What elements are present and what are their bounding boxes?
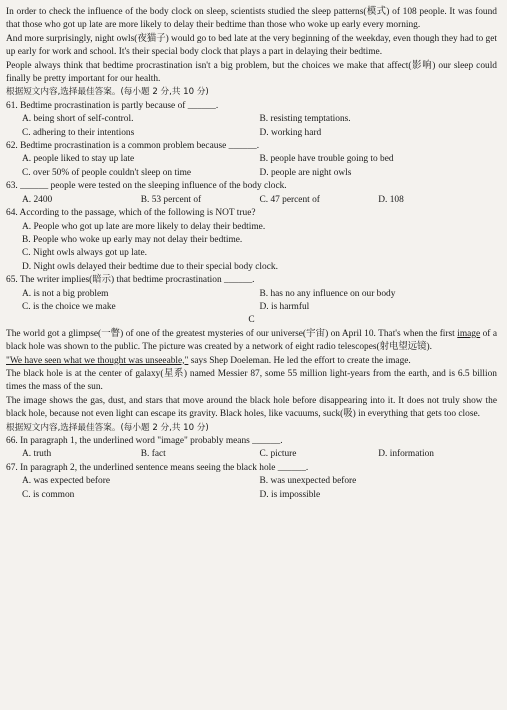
answer-option: B. people have trouble going to bed	[259, 154, 394, 165]
section-instruction-c: 根据短文内容,选择最佳答案。(每小题 2 分,共 10 分)	[6, 422, 209, 433]
question-stem: 63. ______ people were tested on the sleeping influence of the body clock.	[6, 181, 287, 192]
question-stem: 65. The writer implies(暗示) that bedtime procrastination ______.	[6, 275, 255, 286]
passage-c-paragraph-2: "We have seen what we thought was unseeable," says Shep Doeleman. He led the effort to create the image.	[6, 355, 411, 366]
answer-options	[6, 475, 497, 502]
section-instruction: 根据短文内容,选择最佳答案。(每小题 2 分,共 10 分)	[6, 87, 209, 98]
passage-b-paragraph-1: In order to check the influence of the body clock on sleep, scientists studied the sleep patterns(模式) of 108 people. It was found that those who got up late are more likely to delay their bedtime than those who woke up early every morning.	[6, 7, 497, 31]
answer-option: A. is not a big problem	[22, 288, 109, 299]
answer-option: C. is the choice we make	[22, 301, 116, 312]
answer-option: B. People who woke up early may not delay their bedtime.	[22, 234, 243, 245]
section-letter-c: C	[248, 315, 255, 326]
answer-options	[6, 448, 497, 461]
answer-option: D. working hard	[259, 127, 322, 138]
answer-option: D. information	[378, 449, 434, 460]
passage-c-paragraph-3: The black hole is at the center of galaxy(星系) named Messier 87, some 55 million light-years from the earth, and is 6.5 billion times the mass of the sun.	[6, 368, 497, 393]
answer-options	[6, 113, 497, 140]
answer-option: D. is impossible	[259, 489, 321, 500]
passage-c-paragraph-1: The world got a glimpse(一瞥) of one of the greatest mysteries of our universe(宇宙) on April 10. That's when the first image of a black hole was shown to the public. The picture was created by a network of eight radio telescopes(射电望远镜).	[6, 328, 497, 353]
answer-option: C. is common	[22, 489, 75, 500]
answer-option: C. adhering to their intentions	[22, 127, 135, 138]
answer-option: C. over 50% of people couldn't sleep on time	[22, 167, 192, 178]
answer-option: B. resisting temptations.	[259, 114, 351, 125]
question-stem: 67. In paragraph 2, the underlined sentence means seeing the black hole ______.	[6, 462, 309, 473]
answer-option: D. 108	[378, 194, 404, 205]
answer-option: A. being short of self-control.	[22, 114, 134, 125]
underlined-sentence: "We have seen what we thought was unseeable,"	[6, 355, 189, 366]
answer-option: B. has no any influence on our body	[259, 288, 396, 299]
passage-b-paragraph-3: People always think that bedtime procrastination isn't a big problem, but the choices we make that affect(影响) our sleep could finally be pretty important for our health.	[6, 60, 497, 85]
answer-option: C. picture	[259, 449, 297, 460]
question-item	[6, 207, 497, 274]
question-list-b	[6, 100, 497, 315]
answer-options	[6, 288, 497, 315]
question-item	[6, 140, 497, 180]
passage-b-paragraph-2: And more surprisingly, night owls(夜猫子) would go to bed late at the very beginning of the weekday, even though they had to get up early for work and school. It's their special body clock that plays a part in delaying their bedtime.	[6, 33, 497, 58]
question-item	[6, 100, 497, 140]
answer-option: C. 47 percent of	[259, 194, 320, 205]
answer-option: A. People who got up late are more likely to delay their bedtime.	[22, 221, 266, 232]
question-item	[6, 274, 497, 314]
answer-option: D. people are night owls	[259, 167, 352, 178]
answer-option: B. 53 percent of	[140, 194, 202, 205]
answer-option: D. is harmful	[259, 301, 310, 312]
answer-option: D. Night owls delayed their bedtime due to their special body clock.	[22, 261, 278, 272]
question-stem: 66. In paragraph 1, the underlined word "image" probably means ______.	[6, 436, 283, 446]
answer-options	[6, 221, 497, 275]
passage-c-paragraph-4: The image shows the gas, dust, and stars that move around the black hole before disappearing into it. It does not truly show the black hole, because not even light can escape its gravity. Black holes, like vacuums, suck(吸) in everything that gets too close.	[6, 395, 497, 420]
underlined-word-image: image	[457, 328, 481, 339]
question-item	[6, 462, 497, 502]
answer-options	[6, 194, 497, 207]
question-stem: 64. According to the passage, which of the following is NOT true?	[6, 208, 256, 219]
answer-option: A. 2400	[22, 194, 53, 205]
answer-option: C. Night owls always got up late.	[22, 248, 147, 259]
answer-option: B. was unexpected before	[259, 476, 357, 487]
question-item	[6, 435, 497, 462]
answer-options	[6, 153, 497, 180]
question-stem: 61. Bedtime procrastination is partly because of ______.	[6, 100, 219, 111]
question-stem: 62. Bedtime procrastination is a common problem because ______.	[6, 141, 260, 152]
question-list-c	[6, 435, 497, 502]
question-item	[6, 180, 497, 207]
answer-option: A. was expected before	[22, 476, 110, 487]
answer-option: B. fact	[140, 449, 166, 460]
answer-option: A. people liked to stay up late	[22, 154, 135, 165]
answer-option: A. truth	[22, 449, 52, 460]
